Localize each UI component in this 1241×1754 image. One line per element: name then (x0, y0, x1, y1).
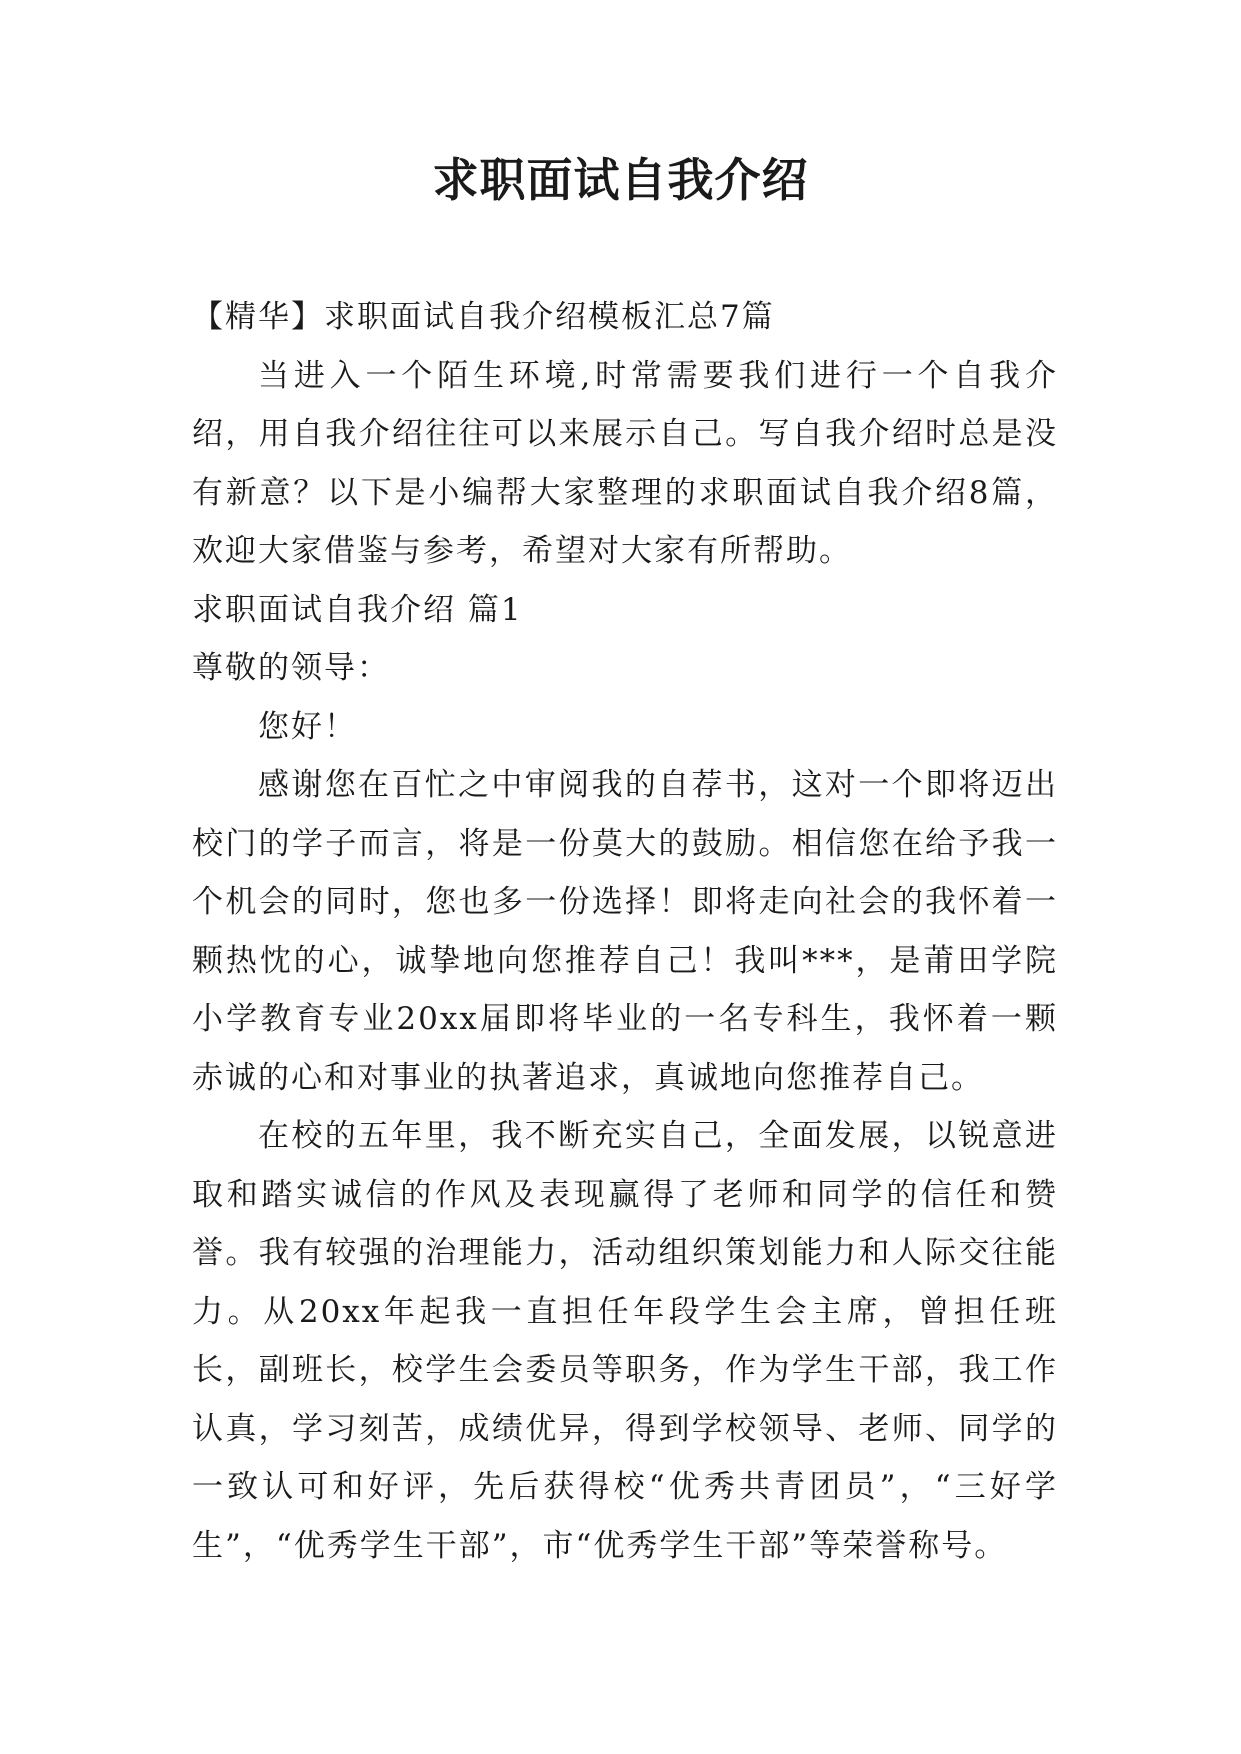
body-paragraph: 在校的五年里，我不断充实自己，全面发展，以锐意进取和踏实诚信的作风及表现赢得了老师和同学的信任和赞誉。我有较强的治理能力，活动组织策划能力和人际交往能力。从20xx年起我一直担任年段学生会主席，曾担任班长，副班长，校学生会委员等职务，作为学生干部，我工作认真，学习刻苦，成绩优异，得到学校领导、老师、同学的一致认可和好评，先后获得校“优秀共青团员”，“三好学生”，“优秀学生干部”，市“优秀学生干部”等荣誉称号。 (192, 1118, 1058, 1564)
doc-subtitle: 【精华】求职面试自我介绍模板汇总7篇 (192, 299, 775, 335)
greeting: 您好！ (258, 708, 357, 745)
intro-paragraph: 当进入一个陌生环境,时常需要我们进行一个自我介绍，用自我介绍往往可以来展示自己。写自我介绍时总是没有新意？以下是小编帮大家整理的求职面试自我介绍8篇，欢迎大家借鉴与参考，希望对大家有所帮助。 (192, 357, 1058, 569)
salutation: 尊敬的领导： (192, 650, 390, 686)
page-title: 求职面试自我介绍 (432, 153, 809, 207)
body-paragraph: 感谢您在百忙之中审阅我的自荐书，这对一个即将迈出校门的学子而言，将是一份莫大的鼓励。相信您在给予我一个机会的同时，您也多一份选择！即将走向社会的我怀着一颗热忱的心，诚挚地向您推荐自己！我叫***，是莆田学院小学教育专业20xx届即将毕业的一名专科生，我怀着一颗赤诚的心和对事业的执著追求，真诚地向您推荐自己。 (192, 767, 1058, 1096)
section-heading: 求职面试自我介绍 篇1 (192, 591, 523, 628)
document-body (192, 288, 1058, 1575)
